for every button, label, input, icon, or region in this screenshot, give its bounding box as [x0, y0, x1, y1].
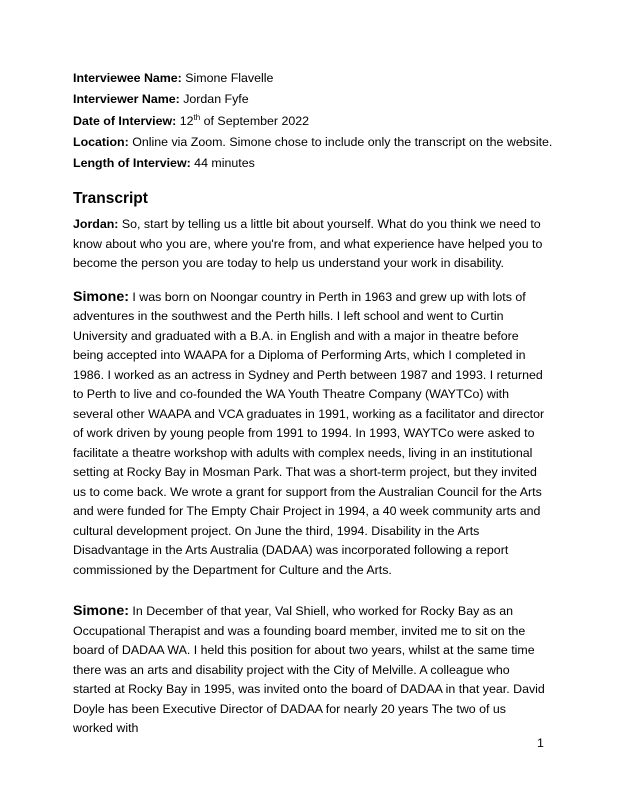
speaker-label: Simone: — [73, 603, 129, 620]
length-value: 44 minutes — [194, 156, 255, 171]
interviewer-value: Jordan Fyfe — [183, 92, 249, 107]
length-label: Length of Interview: — [73, 156, 191, 171]
location-label: Location: — [73, 134, 129, 149]
transcript-heading: Transcript — [73, 190, 148, 208]
date-rest: of September 2022 — [203, 113, 310, 128]
document-page — [73, 68, 553, 739]
speaker-label: Simone: — [73, 288, 129, 305]
date-suffix: th — [193, 112, 201, 122]
date-label: Date of Interview: — [73, 113, 177, 128]
paragraph-text: So, start by telling us a little bit about yourself. What do you think we need to know about who you are, where you're from, and what experience have helped you to become the person you are today to help us understand your work in disability. — [73, 217, 543, 271]
interviewer-label: Interviewer Name: — [73, 92, 180, 107]
location-line — [73, 132, 553, 153]
interviewee-line — [73, 68, 548, 89]
paragraph-text: In December of that year, Val Shiell, who worked for Rocky Bay as an Occupational Therapist and was a founding board member, invited me to sit on the board of DADAA WA. I held this position for about two years, whilst at the same time there was an arts and disability project with the City of Melville. A colleague who started at Rocky Bay in 1995, was invited onto the board of DADAA in that year. David Doyle has been Executive Director of DADAA for nearly 20 years The two of us worked with — [73, 604, 545, 736]
length-line — [73, 153, 548, 174]
paragraph-text: I was born on Noongar country in Perth in 1963 and grew up with lots of adventures in the southwest and the Perth hills. I left school and went to Curtin University and graduated with a B.A. in English and with a major in theatre before being accepted into WAAPA for a Diploma of Performing Arts, which I completed in 1986. I worked as an actress in Sydney and Perth between 1987 and 1993. I returned to Perth to live and co-founded the WA Youth Theatre Company (WAYTCo) with several other WAAPA and VCA graduates in 1991, working as a facilitator and director of work driven by young people from 1991 to 1994. In 1993, WAYTCo were asked to facilitate a theatre workshop with adults with complex needs, living in an institutional setting at Rocky Bay in Mosman Park. That was a short-term project, but they invited us to come back. We wrote a grant for support from the Australian Council for the Arts and were funded for The Empty Chair Project in 1994, a 40 week community arts and cultural development project. On June the third, 1994. Disability in the Arts Disadvantage in the Arts Australia (DADAA) was incorporated following a report commissioned by the Department for Culture and the Arts. — [73, 289, 545, 577]
speaker-label: Jordan: — [73, 217, 119, 232]
interviewee-label: Interviewee Name: — [73, 71, 182, 85]
location-value: Online via Zoom. Simone chose to include only the transcript on the website. — [132, 134, 553, 149]
page-number: 1 — [537, 736, 544, 750]
interviewer-line — [73, 89, 548, 110]
date-line — [73, 111, 548, 132]
interview-metadata — [73, 68, 553, 174]
interviewee-value: Simone Flavelle — [185, 71, 274, 85]
transcript-paragraph — [73, 602, 548, 739]
transcript-paragraph — [73, 288, 548, 581]
transcript-paragraph — [73, 215, 548, 274]
date-day: 12 — [179, 113, 194, 128]
